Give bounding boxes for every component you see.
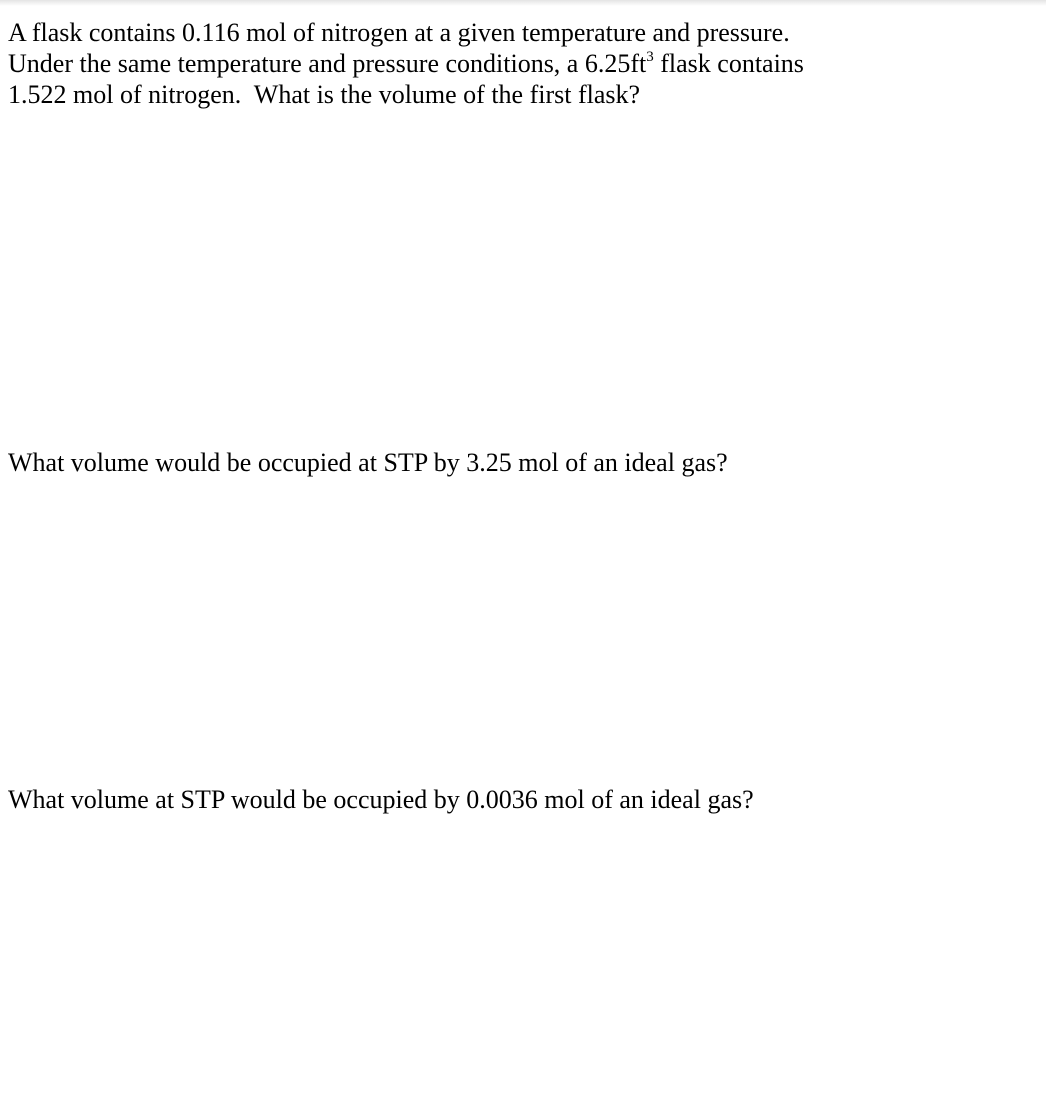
question-1 — [8, 17, 804, 110]
question-1-line-2-text: Under the same temperature and pressure conditions, a 6.25ft — [8, 49, 647, 78]
top-shadow — [0, 0, 1046, 6]
cubic-exponent: 3 — [646, 49, 654, 65]
question-1-line-2-rest: flask contains — [653, 49, 804, 78]
question-3: What volume at STP would be occupied by 0.0036 mol of an ideal gas? — [8, 785, 754, 814]
question-2: What volume would be occupied at STP by 3.25 mol of an ideal gas? — [8, 448, 728, 477]
question-1-line-3: 1.522 mol of nitrogen. What is the volume of the first flask? — [8, 80, 641, 109]
question-1-line-1: A flask contains 0.116 mol of nitrogen at a given temperature and pressure. — [8, 18, 790, 47]
question-1-line-2 — [8, 48, 804, 79]
